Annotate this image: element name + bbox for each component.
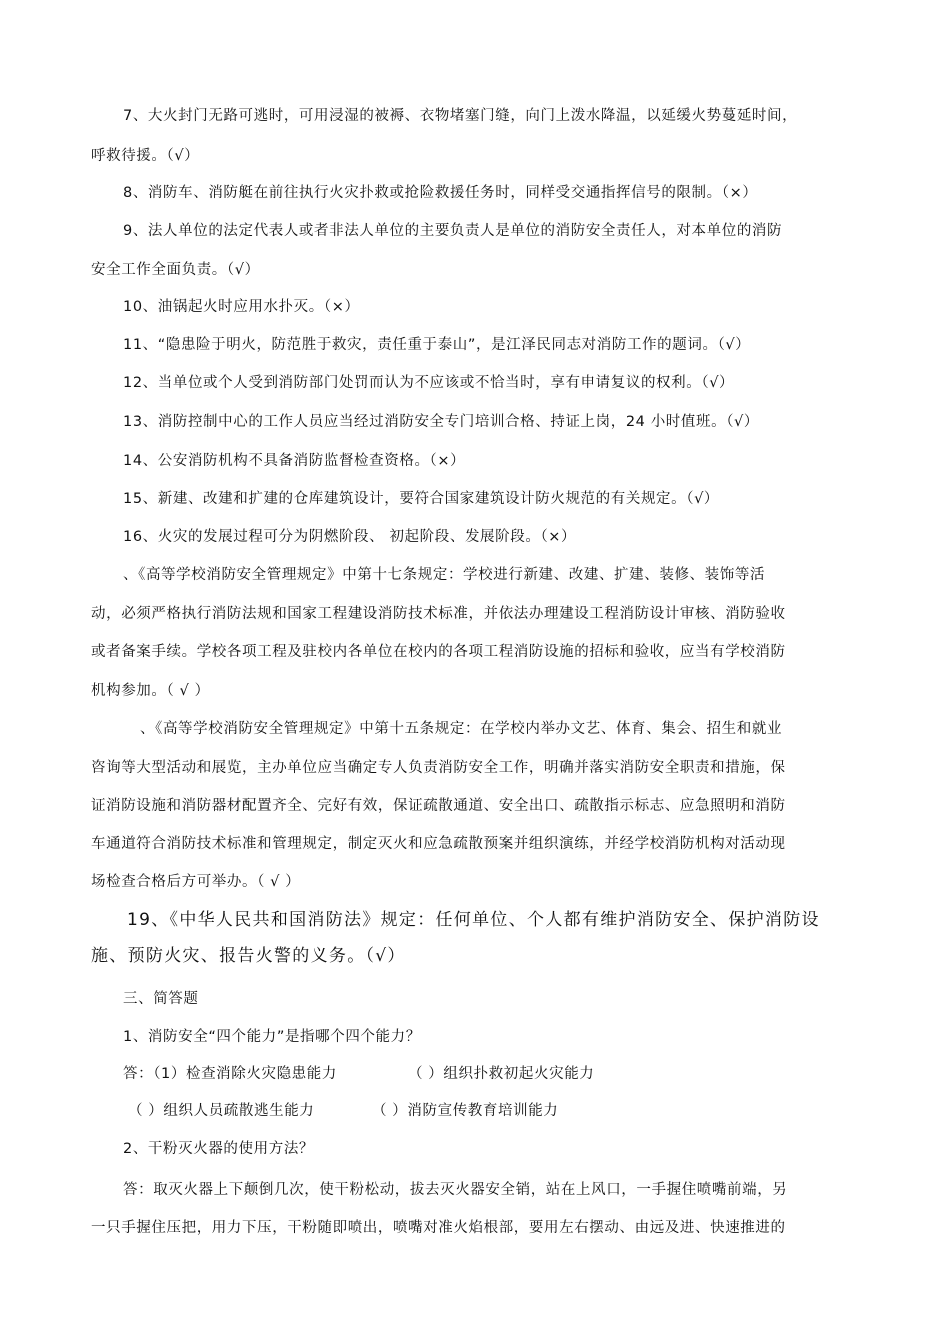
item-13: 13、消防控制中心的工作人员应当经过消防安全专门培训合格、持证上岗，24 小时值班。（√） xyxy=(123,414,759,430)
answer-1-part-2: （ ）组织扑救初起火灾能力 xyxy=(408,1066,595,1082)
item-19-line-2: 施、预防火灾、报告火警的义务。（√） xyxy=(91,946,406,966)
item-10: 10、油锅起火时应用水扑灭。（×） xyxy=(123,299,360,315)
item-18-line-4: 车通道符合消防技术标准和管理规定，制定灭火和应急疏散预案并组织演练，并经学校消防机构对活动现 xyxy=(91,836,786,852)
item-15: 15、新建、改建和扩建的仓库建筑设计，要符合国家建筑设计防火规范的有关规定。（√） xyxy=(123,491,720,507)
answer-2-line-2: 一只手握住压把，用力下压，干粉随即喷出，喷嘴对准火焰根部，要用左右摆动、由远及进、快速推进的 xyxy=(91,1220,786,1236)
item-12: 12、当单位或个人受到消防部门处罚而认为不应该或不恰当时，享有申请复议的权利。（√） xyxy=(123,375,735,391)
item-7-line-1: 7、大火封门无路可逃时，可用浸湿的被褥、衣物堵塞门缝，向门上泼水降温，以延缓火势蔓延时间， xyxy=(123,108,798,124)
item-19-line-1: 19、《中华人民共和国消防法》规定：任何单位、个人都有维护消防安全、保护消防设 xyxy=(127,910,820,930)
answer-1-part-3: （ ）组织人员疏散逃生能力 xyxy=(128,1103,315,1119)
answer-2-line-1: 答：取灭火器上下颠倒几次，使干粉松动，拔去灭火器安全销，站在上风口，一手握住喷嘴前端，另 xyxy=(123,1182,788,1198)
item-17-line-4: 机构参加。（ √ ） xyxy=(91,683,210,699)
item-16: 16、火灾的发展过程可分为阴燃阶段、 初起阶段、发展阶段。（×） xyxy=(123,529,577,545)
item-18-line-1: 、《高等学校消防安全管理规定》中第十五条规定：在学校内举办文艺、体育、集会、招生和就业 xyxy=(140,721,783,737)
question-2: 2、干粉灭火器的使用方法？ xyxy=(123,1141,315,1157)
answer-1-part-4: （ ）消防宣传教育培训能力 xyxy=(372,1103,559,1119)
item-14: 14、公安消防机构不具备消防监督检查资格。（×） xyxy=(123,453,466,469)
item-11: 11、“隐患险于明火，防范胜于救灾，责任重于泰山”，是江泽民同志对消防工作的题词。（√） xyxy=(123,337,751,353)
item-7-line-2: 呼救待援。（√） xyxy=(91,148,200,164)
item-18-line-2: 咨询等大型活动和展览，主办单位应当确定专人负责消防安全工作，明确并落实消防安全职责和措施，保 xyxy=(91,760,786,776)
item-17-line-2: 动，必须严格执行消防法规和国家工程建设消防技术标准，并依法办理建设工程消防设计审核、消防验收 xyxy=(91,606,786,622)
question-1: 1、消防安全“四个能力”是指哪个四个能力？ xyxy=(123,1029,421,1045)
item-18-line-3: 证消防设施和消防器材配置齐全、完好有效，保证疏散通道、安全出口、疏散指示标志、应急照明和消防 xyxy=(91,798,786,814)
item-17-line-3: 或者备案手续。学校各项工程及驻校内各单位在校内的各项工程消防设施的招标和验收，应当有学校消防 xyxy=(91,644,786,660)
item-8: 8、消防车、消防艇在前往执行火灾扑救或抢险救援任务时，同样受交通指挥信号的限制。（×） xyxy=(123,185,758,201)
section-heading-short-answer: 三、简答题 xyxy=(123,991,199,1007)
item-9-line-1: 9、法人单位的法定代表人或者非法人单位的主要负责人是单位的消防安全责任人，对本单位的消防 xyxy=(123,223,783,239)
answer-1-part-1: 答：（1）检查消除火灾隐患能力 xyxy=(123,1066,337,1082)
item-17-line-1: 、《高等学校消防安全管理规定》中第十七条规定：学校进行新建、改建、扩建、装修、装饰等活 xyxy=(123,567,766,583)
item-18-line-5: 场检查合格后方可举办。（ √ ） xyxy=(91,874,301,890)
item-9-line-2: 安全工作全面负责。（√） xyxy=(91,262,260,278)
